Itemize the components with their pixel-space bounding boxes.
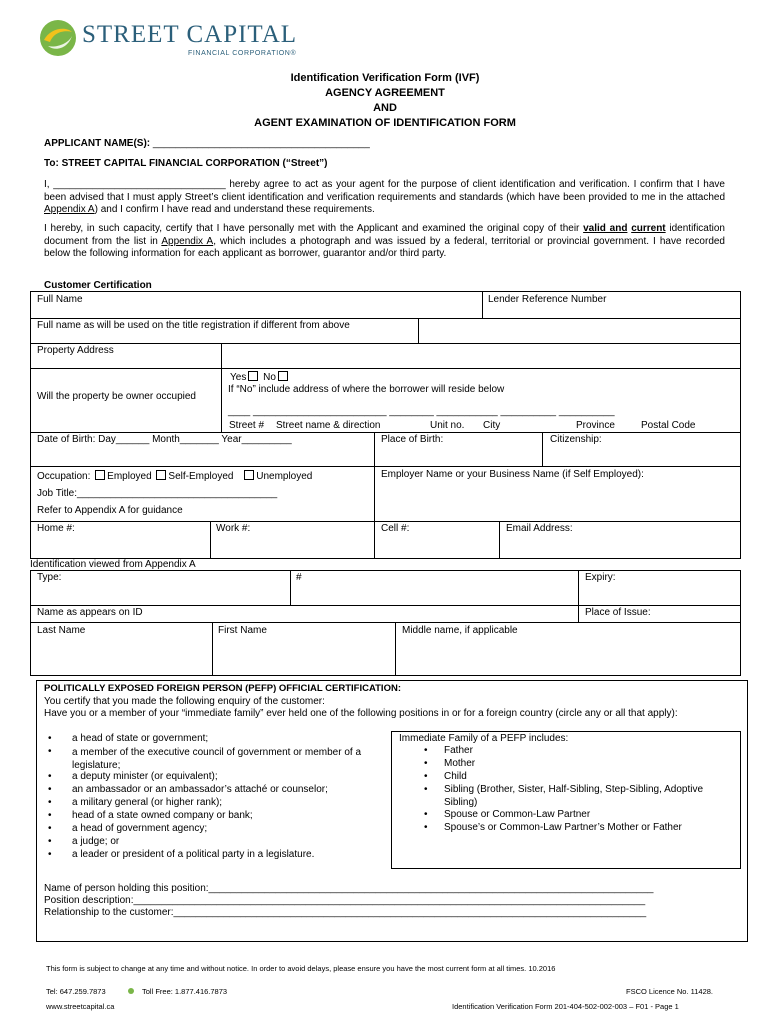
email-address-field[interactable]: Email Address: [506, 523, 573, 534]
cert-valid: valid and [583, 223, 628, 234]
property-address-field[interactable]: Property Address [37, 345, 114, 356]
immediate-family-heading: Immediate Family of a PEFP includes: [399, 733, 569, 744]
logo-swoosh-icon [38, 18, 78, 58]
position-item: a judge; or [72, 836, 120, 847]
id-type-field[interactable]: Type: [37, 572, 62, 583]
occupation-row [37, 470, 312, 482]
family-item: Father [444, 745, 473, 756]
cert-text-1: I hereby, in such capacity, certify that I have personally met with the Applicant and examined the original copy of their [44, 223, 584, 234]
family-item: Spouse’s or Common-Law Partner’s Mother or Father [444, 822, 682, 833]
position-item: a leader or president of a political party in a legislature. [72, 849, 315, 860]
cert-current: current [631, 223, 666, 234]
position-item: a member of the executive council of government or member of a legislature; [72, 747, 362, 771]
self-employed-checkbox[interactable] [156, 470, 166, 480]
if-no-instruction: If “No” include address of where the borrower will reside below [228, 384, 505, 395]
footer-form-id: Identification Verification Form 201-404-502-002-003 – F01 - Page 1 [452, 1002, 679, 1011]
pefp-enquiry-line: You certify that you made the following enquiry of the customer: [44, 696, 325, 707]
name-on-id-label: Name as appears on ID [37, 607, 143, 618]
alt-address-blanks[interactable]: ____ ________________________ ________ ___________ __________ __________ [228, 406, 615, 417]
yes-label: Yes [230, 372, 247, 383]
work-phone-field[interactable]: Work #: [216, 523, 251, 534]
owner-occupied-options [230, 371, 290, 383]
footer-notice: This form is subject to change at any time and without notice. In order to avoid delays, please ensure you have the most current form at all times. 10.2016 [46, 964, 556, 973]
pefp-heading: POLITICALLY EXPOSED FOREIGN PERSON (PEFP) OFFICIAL CERTIFICATION: [44, 683, 401, 694]
middle-name-field[interactable]: Middle name, if applicable [402, 625, 518, 636]
job-title-field[interactable]: Job Title:____________________________________ [37, 488, 278, 499]
position-holder-field[interactable]: Name of person holding this position:________________________________________________________________________________ [44, 883, 654, 894]
occupation-label: Occupation: [37, 471, 91, 482]
footer-website[interactable]: www.streetcapital.ca [46, 1002, 115, 1011]
form-title: Identification Verification Form (IVF) [290, 72, 480, 84]
applicant-name-blank: _______________________________________ [152, 138, 370, 149]
place-of-issue-field[interactable]: Place of Issue: [585, 607, 651, 618]
company-logo [38, 16, 298, 60]
province-label: Province [576, 420, 615, 431]
form-subtitle-and: AND [373, 102, 397, 114]
appendix-a-link[interactable]: Appendix A [44, 204, 95, 216]
unemployed-checkbox[interactable] [244, 470, 254, 480]
family-item: Mother [444, 758, 476, 769]
first-name-field[interactable]: First Name [218, 625, 267, 636]
certification-paragraph [44, 223, 725, 261]
employed-checkbox[interactable] [95, 470, 105, 480]
unit-number-label: Unit no. [430, 420, 465, 431]
position-item: an ambassador or an ambassador’s attaché or counselor; [72, 784, 328, 795]
position-item: head of a state owned company or bank; [72, 810, 253, 821]
form-subtitle-exam: AGENT EXAMINATION OF IDENTIFICATION FORM [254, 117, 516, 129]
no-label: No [263, 372, 276, 383]
employer-name-field[interactable]: Employer Name or your Business Name (if Self Employed): [381, 469, 644, 480]
postal-code-label: Postal Code [641, 420, 696, 431]
yes-checkbox[interactable] [248, 371, 258, 381]
customer-certification-heading: Customer Certification [44, 280, 152, 291]
cell-phone-field[interactable]: Cell #: [381, 523, 410, 534]
refer-appendix-note: Refer to Appendix A for guidance [37, 505, 183, 516]
footer-fsco: FSCO Licence No. 11428. [626, 987, 713, 996]
logo-name: STREET CAPITAL [82, 21, 298, 48]
self-employed-label: Self-Employed [168, 471, 234, 482]
to-line: To: STREET CAPITAL FINANCIAL CORPORATION (“Street”) [44, 158, 328, 169]
unemployed-label: Unemployed [256, 471, 313, 482]
cert-text-2: identification document from the list in [44, 223, 725, 247]
title-name-field[interactable]: Full name as will be used on the title registration if different from above [37, 320, 350, 331]
date-of-birth-field[interactable]: Date of Birth: Day______ Month_______ Year_________ [37, 434, 292, 445]
footer-dot-icon [128, 988, 134, 994]
home-phone-field[interactable]: Home #: [37, 523, 75, 534]
appendix-a-link-2[interactable]: Appendix A [161, 235, 214, 247]
form-subtitle-agency: AGENCY AGREEMENT [325, 87, 445, 99]
family-item: Sibling (Brother, Sister, Half-Sibling, Step-Sibling, Adoptive Sibling) [444, 784, 704, 808]
full-name-field[interactable]: Full Name [37, 294, 83, 305]
cert-text-3: , which includes a photograph and was issued by a federal, territorial or provincial government. I have recorded below the following information for each applicant as borrower, guarantor and/or third party. [44, 235, 725, 260]
agency-paragraph [44, 179, 725, 217]
logo-subtitle: FINANCIAL CORPORATION® [188, 50, 297, 57]
agency-paragraph-end: ) and I confirm I have read and understand these requirements. [94, 204, 375, 216]
citizenship-field[interactable]: Citizenship: [550, 434, 602, 445]
family-item: Child [444, 771, 467, 782]
owner-occupied-question: Will the property be owner occupied [37, 391, 196, 402]
lender-reference-field[interactable]: Lender Reference Number [488, 294, 607, 305]
id-expiry-field[interactable]: Expiry: [585, 572, 616, 583]
agency-paragraph-text: I, _______________________________ hereby agree to act as your agent for the purpose of client identification and verification. I confirm that I have been advised that I must apply Street’s client identification and verification requirements and standards (which have been provided to me in the attached [44, 179, 725, 203]
relationship-field[interactable]: Relationship to the customer:_____________________________________________________________________________________ [44, 907, 647, 918]
pefp-question: Have you or a member of your “immediate family” ever held one of the following positions in or for a foreign country (circle any or all that apply): [44, 708, 678, 719]
street-number-label: Street # [229, 420, 265, 431]
place-of-birth-field[interactable]: Place of Birth: [381, 434, 444, 445]
identification-table [30, 570, 741, 676]
position-item: a head of government agency; [72, 823, 208, 834]
last-name-field[interactable]: Last Name [37, 625, 86, 636]
footer-toll-free: Toll Free: 1.877.416.7873 [142, 987, 228, 996]
identification-heading: Identification viewed from Appendix A [30, 559, 196, 570]
position-item: a deputy minister (or equivalent); [72, 771, 218, 782]
position-item: a military general (or higher rank); [72, 797, 223, 808]
street-name-label: Street name & direction [276, 420, 381, 431]
family-item: Spouse or Common-Law Partner [444, 809, 591, 820]
applicant-name-label: APPLICANT NAME(S): [44, 138, 151, 149]
customer-certification-table [30, 291, 741, 559]
city-label: City [483, 420, 501, 431]
applicant-name-field[interactable] [44, 138, 370, 149]
position-description-field[interactable]: Position description:____________________________________________________________________________________________ [44, 895, 646, 906]
footer-phone: Tel: 647.259.7873 [46, 987, 106, 996]
position-item: a head of state or government; [72, 733, 209, 744]
no-checkbox[interactable] [278, 371, 288, 381]
id-number-field[interactable]: # [296, 572, 302, 583]
employed-label: Employed [107, 471, 152, 482]
